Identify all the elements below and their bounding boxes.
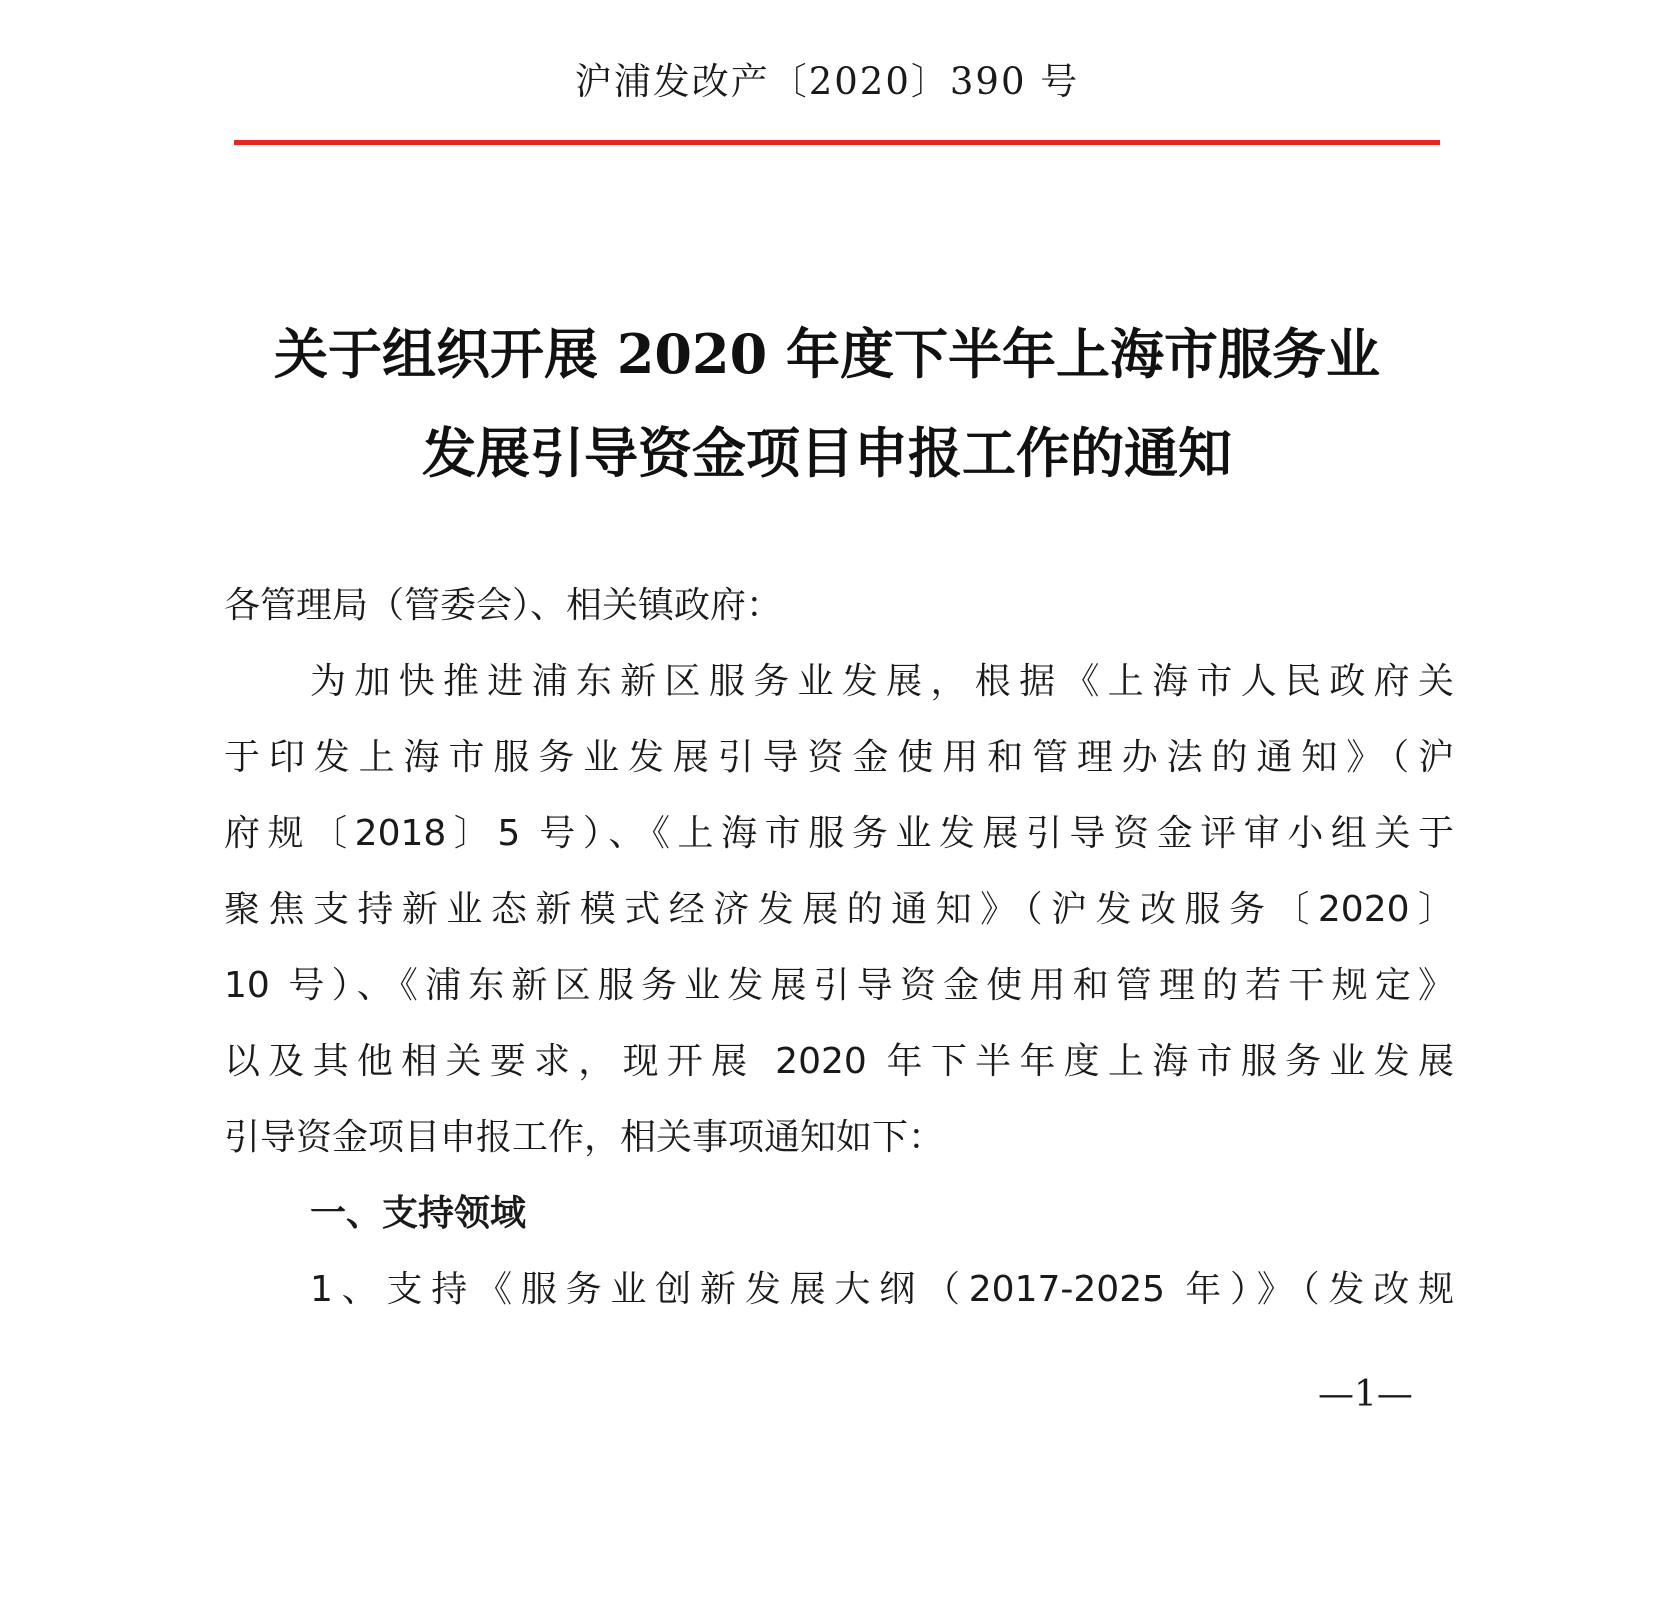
paragraph-line: 引导资金项目申报工作，相关事项通知如下：: [224, 1117, 945, 1158]
paragraph-line: 于印发上海市服务业发展引导资金使用和管理办法的通知》（沪: [224, 737, 1454, 778]
page-number: —1—: [1318, 1374, 1413, 1415]
paragraph-line: 府规〔2018〕5 号）、《上海市服务业发展引导资金评审小组关于: [224, 813, 1454, 854]
list-item-line: 1、支持《服务业创新发展大纲（2017-2025 年）》（发改规: [310, 1269, 1454, 1310]
document-title-line-2: 发展引导资金项目申报工作的通知: [422, 421, 1232, 485]
red-header-rule: [234, 140, 1440, 145]
paragraph-line: 以及其他相关要求，现开展 2020 年下半年度上海市服务业发展: [224, 1041, 1454, 1082]
paragraph-line: 聚焦支持新业态新模式经济发展的通知》（沪发改服务〔2020〕: [224, 889, 1454, 930]
paragraph-line: 10 号）、《浦东新区服务业发展引导资金使用和管理的若干规定》: [224, 965, 1454, 1006]
salutation: 各管理局（管委会）、相关镇政府：: [224, 585, 783, 626]
document-title-line-1: 关于组织开展 2020 年度下半年上海市服务业: [274, 322, 1380, 386]
document-number: 沪浦发改产〔2020〕390 号: [574, 60, 1080, 103]
paragraph-line: 为加快推进浦东新区服务业发展，根据《上海市人民政府关: [310, 661, 1454, 702]
section-heading: 一、支持领域: [310, 1193, 527, 1234]
document-body: [224, 568, 1454, 1328]
